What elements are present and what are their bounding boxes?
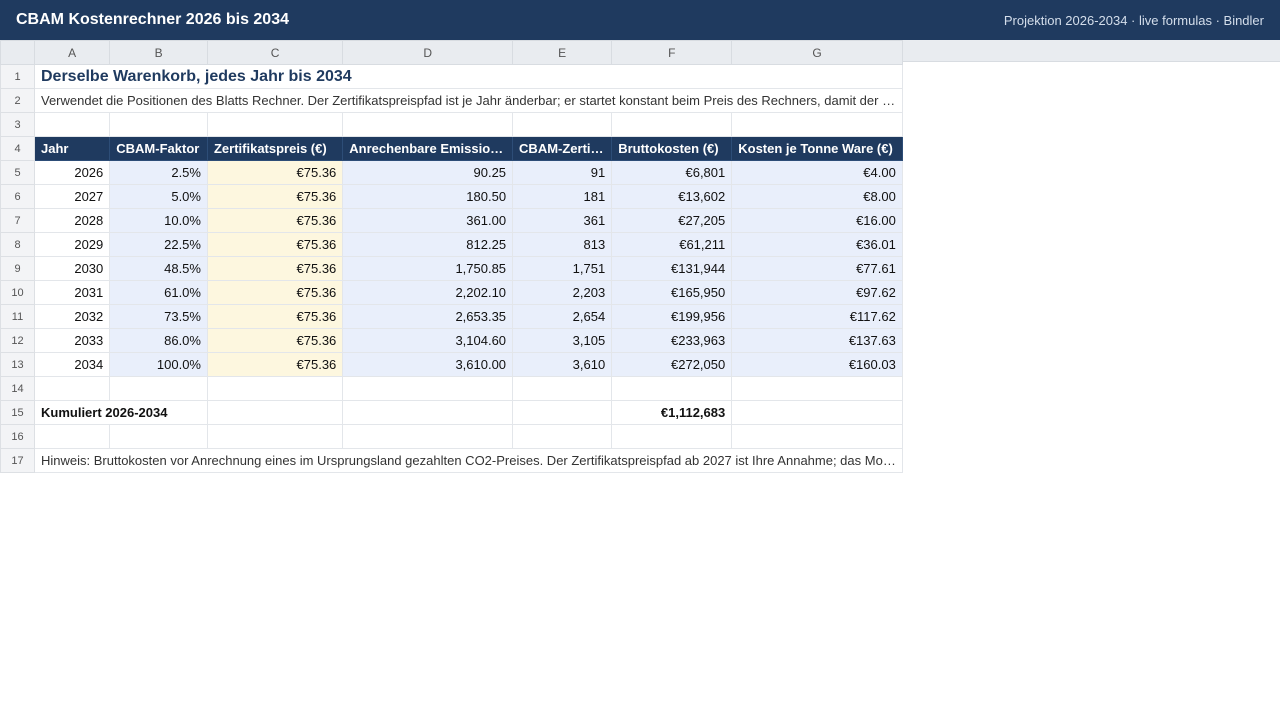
cell-bruttokosten[interactable]: €199,956 [612, 305, 732, 329]
total-label[interactable]: Kumuliert 2026-2034 [35, 401, 208, 425]
cell-emissionen[interactable]: 2,653.35 [343, 305, 513, 329]
cell-cbam-faktor[interactable]: 73.5% [110, 305, 208, 329]
cell-zertifikatspreis-input[interactable]: €75.36 [207, 233, 342, 257]
cell-kosten-je-tonne[interactable]: €8.00 [732, 185, 903, 209]
cell[interactable] [732, 377, 903, 401]
row-header[interactable]: 10 [1, 281, 35, 305]
cell-cbam-faktor[interactable]: 22.5% [110, 233, 208, 257]
row-header[interactable]: 12 [1, 329, 35, 353]
cell-kosten-je-tonne[interactable]: €97.62 [732, 281, 903, 305]
cell[interactable] [513, 377, 612, 401]
row-header[interactable]: 15 [1, 401, 35, 425]
cell[interactable] [343, 113, 513, 137]
table-row [1, 185, 903, 209]
cell-zertifikatspreis-input[interactable]: €75.36 [207, 185, 342, 209]
cell-bruttokosten[interactable]: €6,801 [612, 161, 732, 185]
cell[interactable] [612, 113, 732, 137]
cell-bruttokosten[interactable]: €61,211 [612, 233, 732, 257]
cell-cbam-faktor[interactable]: 86.0% [110, 329, 208, 353]
cell-emissionen[interactable]: 2,202.10 [343, 281, 513, 305]
cell-bruttokosten[interactable]: €272,050 [612, 353, 732, 377]
cell-zertifikate[interactable]: 361 [513, 209, 612, 233]
cell-bruttokosten[interactable]: €27,205 [612, 209, 732, 233]
column-header-c[interactable]: C [207, 41, 342, 65]
header-anrechenbare-emissionen[interactable]: Anrechenbare Emissio… [343, 137, 513, 161]
cell-zertifikatspreis-input[interactable]: €75.36 [207, 281, 342, 305]
table-row [1, 353, 903, 377]
cell-emissionen[interactable]: 90.25 [343, 161, 513, 185]
cell-jahr[interactable]: 2028 [35, 209, 110, 233]
cell[interactable] [612, 425, 732, 449]
header-bruttokosten[interactable]: Bruttokosten (€) [612, 137, 732, 161]
cell-kosten-je-tonne[interactable]: €137.63 [732, 329, 903, 353]
header-zertifikatspreis[interactable]: Zertifikatspreis (€) [207, 137, 342, 161]
cell[interactable] [207, 401, 342, 425]
cell[interactable] [732, 425, 903, 449]
cell-jahr[interactable]: 2033 [35, 329, 110, 353]
row-header[interactable]: 9 [1, 257, 35, 281]
cell[interactable] [35, 425, 110, 449]
cell-zertifikate[interactable]: 181 [513, 185, 612, 209]
cell-zertifikate[interactable]: 1,751 [513, 257, 612, 281]
cell-kosten-je-tonne[interactable]: €4.00 [732, 161, 903, 185]
cell[interactable] [35, 377, 110, 401]
row-header[interactable]: 3 [1, 113, 35, 137]
total-value[interactable]: €1,112,683 [612, 401, 732, 425]
cell[interactable] [110, 377, 208, 401]
cell-zertifikate[interactable]: 813 [513, 233, 612, 257]
spreadsheet-grid [0, 40, 903, 473]
cell[interactable] [343, 425, 513, 449]
cell-zertifikatspreis-input[interactable]: €75.36 [207, 353, 342, 377]
cell[interactable] [343, 377, 513, 401]
header-cbam-faktor[interactable]: CBAM-Faktor [110, 137, 208, 161]
cell[interactable] [513, 113, 612, 137]
column-header-d[interactable]: D [343, 41, 513, 65]
cell-emissionen[interactable]: 812.25 [343, 233, 513, 257]
row-header[interactable]: 6 [1, 185, 35, 209]
cell[interactable] [343, 401, 513, 425]
cell-jahr[interactable]: 2027 [35, 185, 110, 209]
cell-jahr[interactable]: 2032 [35, 305, 110, 329]
cell-zertifikatspreis-input[interactable]: €75.36 [207, 305, 342, 329]
cell[interactable] [110, 113, 208, 137]
cell[interactable] [207, 377, 342, 401]
cell-zertifikate[interactable]: 3,610 [513, 353, 612, 377]
cell-zertifikate[interactable]: 91 [513, 161, 612, 185]
cell-cbam-faktor[interactable]: 100.0% [110, 353, 208, 377]
cell-zertifikate[interactable]: 3,105 [513, 329, 612, 353]
cell[interactable] [513, 401, 612, 425]
cell-emissionen[interactable]: 180.50 [343, 185, 513, 209]
cell-cbam-faktor[interactable]: 61.0% [110, 281, 208, 305]
cell-jahr[interactable]: 2030 [35, 257, 110, 281]
table-row [1, 281, 903, 305]
table-row [1, 209, 903, 233]
column-header-e[interactable]: E [513, 41, 612, 65]
app-title-bar [0, 0, 1280, 40]
row-header[interactable]: 13 [1, 353, 35, 377]
header-jahr[interactable]: Jahr [35, 137, 110, 161]
cell-cbam-faktor[interactable]: 5.0% [110, 185, 208, 209]
column-header-g[interactable]: G [732, 41, 903, 65]
cell[interactable] [612, 377, 732, 401]
cell-zertifikatspreis-input[interactable]: €75.36 [207, 209, 342, 233]
note-cell[interactable] [35, 449, 903, 473]
note-text: Hinweis: Bruttokosten vor Anrechnung eines im Ursprungsland gezahlten CO2-Preises. Der Zertifikatspreispfad ab 2027 ist Ihre Annahme; das Mo… [41, 453, 896, 468]
select-all-corner[interactable] [1, 41, 35, 65]
cell-kosten-je-tonne[interactable]: €36.01 [732, 233, 903, 257]
cell-cbam-faktor[interactable]: 48.5% [110, 257, 208, 281]
sheet-title: Derselbe Warenkorb, jedes Jahr bis 2034 [41, 67, 352, 85]
table-row [1, 161, 903, 185]
cell-bruttokosten[interactable]: €233,963 [612, 329, 732, 353]
cell[interactable] [732, 113, 903, 137]
cell[interactable] [207, 113, 342, 137]
sheet-description-cell[interactable] [35, 89, 903, 113]
total-row [1, 401, 903, 425]
row-header[interactable]: 1 [1, 65, 35, 89]
column-header-f[interactable]: F [612, 41, 732, 65]
cell-zertifikatspreis-input[interactable]: €75.36 [207, 161, 342, 185]
row-header[interactable]: 7 [1, 209, 35, 233]
column-header-filler [876, 40, 1280, 62]
cell[interactable] [110, 425, 208, 449]
header-cbam-zertifikate[interactable]: CBAM-Zerti… [513, 137, 612, 161]
cell-kosten-je-tonne[interactable]: €160.03 [732, 353, 903, 377]
cell-zertifikatspreis-input[interactable]: €75.36 [207, 257, 342, 281]
row-header[interactable]: 4 [1, 137, 35, 161]
cell-kosten-je-tonne[interactable]: €117.62 [732, 305, 903, 329]
cell-cbam-faktor[interactable]: 2.5% [110, 161, 208, 185]
app-meta: Projektion 2026-2034 · live formulas · Bindler [1003, 12, 1264, 28]
cell[interactable] [732, 401, 903, 425]
cell-bruttokosten[interactable]: €165,950 [612, 281, 732, 305]
cell-emissionen[interactable]: 3,104.60 [343, 329, 513, 353]
cell-bruttokosten[interactable]: €131,944 [612, 257, 732, 281]
table-row [1, 233, 903, 257]
cell-emissionen[interactable]: 1,750.85 [343, 257, 513, 281]
column-header-b[interactable]: B [110, 41, 208, 65]
cell-jahr[interactable]: 2034 [35, 353, 110, 377]
row-header[interactable]: 5 [1, 161, 35, 185]
app-title: CBAM Kostenrechner 2026 bis 2034 [16, 11, 289, 28]
row-header[interactable]: 11 [1, 305, 35, 329]
table-row [1, 305, 903, 329]
row-header[interactable]: 8 [1, 233, 35, 257]
header-kosten-je-tonne[interactable]: Kosten je Tonne Ware (€) [732, 137, 903, 161]
cell-zertifikate[interactable]: 2,654 [513, 305, 612, 329]
row-header[interactable]: 16 [1, 425, 35, 449]
row-header[interactable]: 14 [1, 377, 35, 401]
cell[interactable] [35, 113, 110, 137]
column-header-a[interactable]: A [35, 41, 110, 65]
table-row [1, 329, 903, 353]
cell-jahr[interactable]: 2026 [35, 161, 110, 185]
sheet-description: Verwendet die Positionen des Blatts Rechner. Der Zertifikatspreispfad ist je Jahr änderbar; er startet konstant beim Preis des Rechners, damit der … [41, 93, 896, 108]
row-header[interactable]: 17 [1, 449, 35, 473]
cell-jahr[interactable]: 2031 [35, 281, 110, 305]
cell-emissionen[interactable]: 361.00 [343, 209, 513, 233]
cell-kosten-je-tonne[interactable]: €77.61 [732, 257, 903, 281]
cell-kosten-je-tonne[interactable]: €16.00 [732, 209, 903, 233]
table-row [1, 257, 903, 281]
cell-jahr[interactable]: 2029 [35, 233, 110, 257]
cell-emissionen[interactable]: 3,610.00 [343, 353, 513, 377]
cell-zertifikatspreis-input[interactable]: €75.36 [207, 329, 342, 353]
cell-zertifikate[interactable]: 2,203 [513, 281, 612, 305]
cell[interactable] [513, 425, 612, 449]
row-header[interactable]: 2 [1, 89, 35, 113]
sheet-title-cell[interactable] [35, 65, 903, 89]
cell[interactable] [207, 425, 342, 449]
cell-bruttokosten[interactable]: €13,602 [612, 185, 732, 209]
cell-cbam-faktor[interactable]: 10.0% [110, 209, 208, 233]
